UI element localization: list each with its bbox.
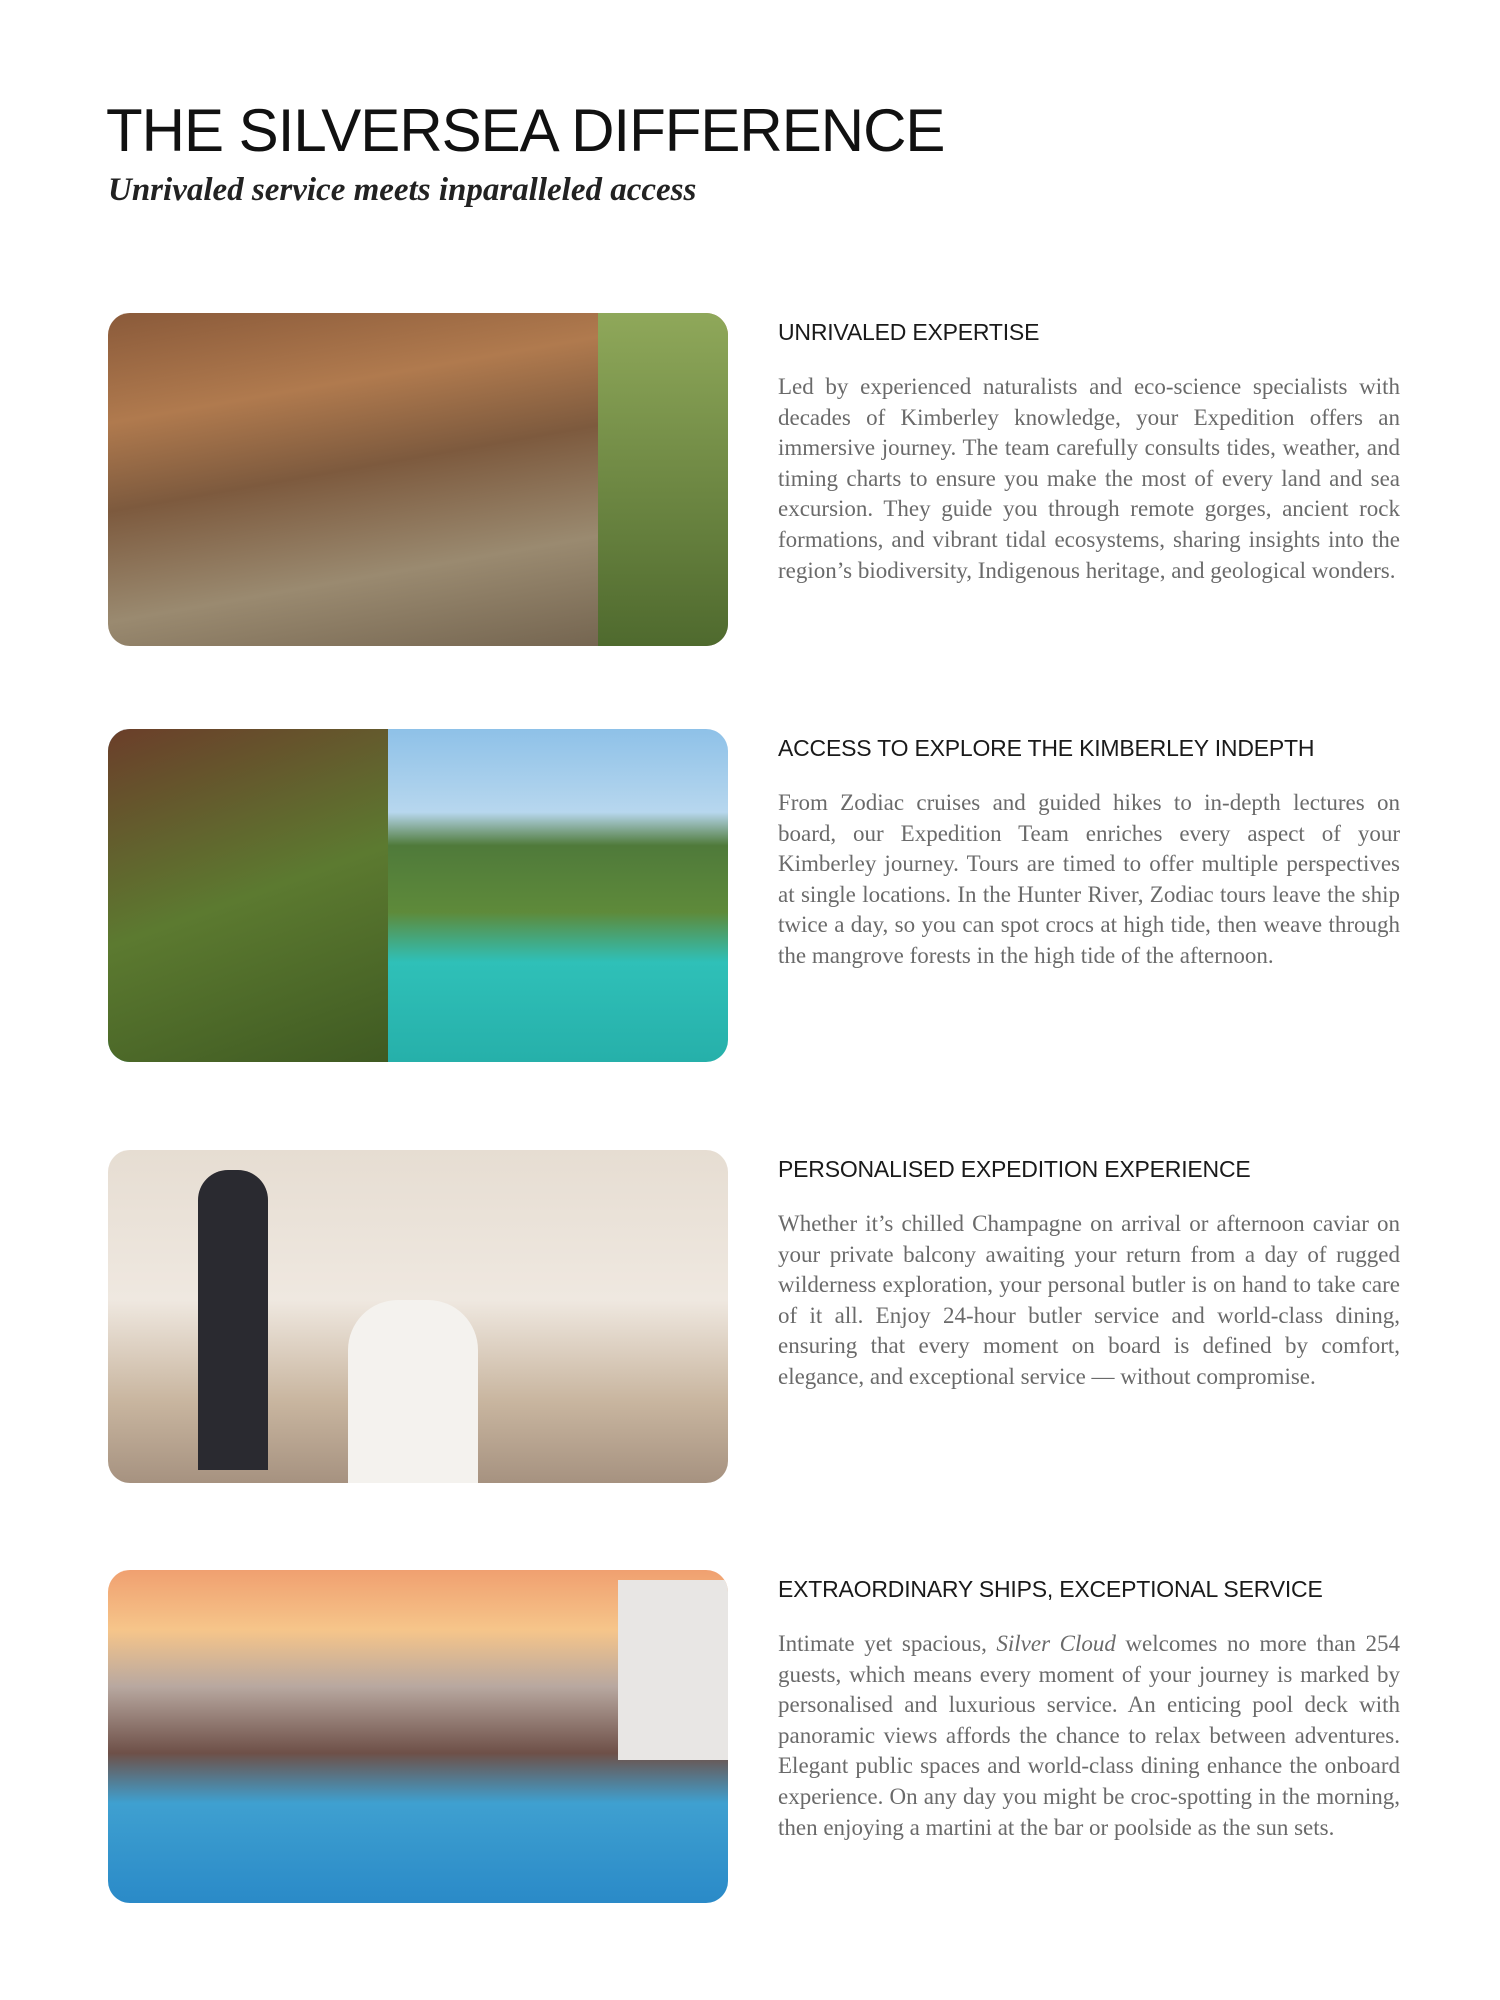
body-text: welcomes no more than 254 guests, which means every moment of your journey is marked by personalised and luxurious service. An enticing pool deck with panoramic views affords the chance to relax between adventures. Elegant public spaces and world-class dining enhance the onboard experience. On any day you might be croc-spotting in the morning, then enjoying a martini at the bar or poolside as the sun sets. [778, 1631, 1400, 1840]
body-text: Intimate yet spacious, [778, 1631, 997, 1656]
butler-serving-guest-photo [108, 1150, 728, 1483]
section-heading: EXTRAORDINARY SHIPS, EXCEPTIONAL SERVICE [778, 1576, 1323, 1602]
pool-deck-sunset-photo [108, 1570, 728, 1903]
section-body: Led by experienced naturalists and eco-science specialists with decades of Kimberley knowledge, your Expedition offers an immersive journey. The team carefully consults tides, weather, and timing charts to ensure you make the most of every land and sea excursion. They guide you through remote gorges, ancient rock formations, and vibrant tidal ecosystems, sharing insights into the region’s biodiversity, Indigenous heritage, and geological wonders. [778, 374, 1400, 583]
section-body: Whether it’s chilled Champagne on arrival or afternoon caviar on your private balcony awaiting your return from a day of rugged wilderness exploration, your personal butler is on hand to take care of it all. Enjoy 24-hour butler service and world-class dining, ensuring that every moment on board is defined by comfort, elegance, and exceptional service — without compromise. [778, 1211, 1400, 1389]
river-gorge-aerial-photo [108, 729, 728, 1062]
page-title: THE SILVERSEA DIFFERENCE [106, 97, 945, 164]
section-heading: ACCESS TO EXPLORE THE KIMBERLEY INDEPTH [778, 735, 1315, 761]
section-body: From Zodiac cruises and guided hikes to in-depth lectures on board, our Expedition Team enriches every aspect of your Kimberley journey. Tours are timed to offer multiple perspectives at single locations. In the Hunter River, Zodiac tours leave the ship twice a day, so you can spot crocs at high tide, then weave through the mangrove forests in the high tide of the afternoon. [778, 790, 1400, 968]
section-body [778, 1629, 1400, 1843]
page-subtitle: Unrivaled service meets inparalleled access [108, 172, 697, 208]
section-heading: PERSONALISED EXPEDITION EXPERIENCE [778, 1156, 1251, 1182]
ship-name: Silver Cloud [996, 1631, 1116, 1656]
hikers-rock-overhang-photo [108, 313, 728, 646]
section-heading: UNRIVALED EXPERTISE [778, 319, 1040, 345]
